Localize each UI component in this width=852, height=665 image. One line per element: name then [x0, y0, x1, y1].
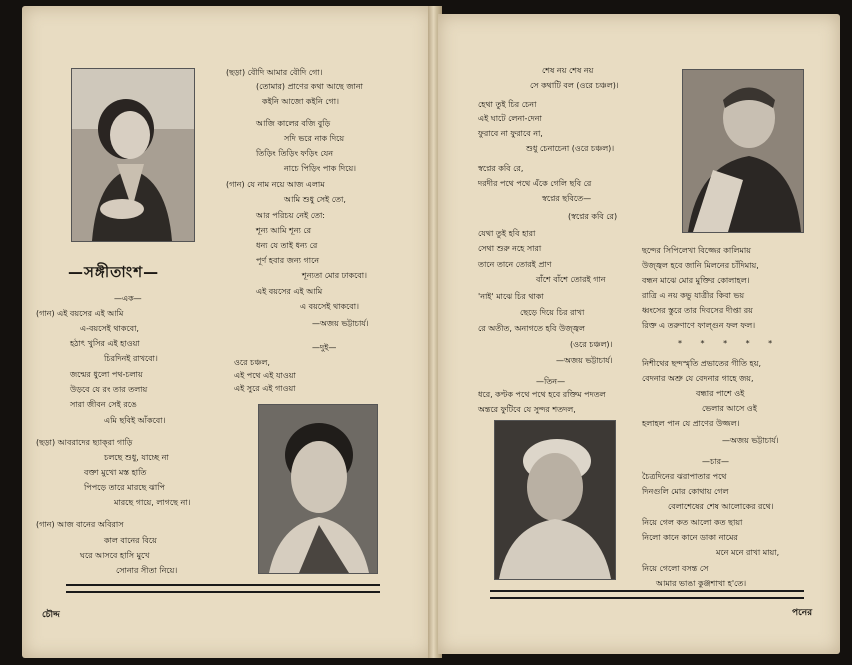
verse-line: (তোমার) প্রাণের কথা আছে জানা: [256, 82, 363, 91]
verse-line: তিড়িং তিড়িং ফড়িং যেন: [256, 149, 334, 158]
verse-line: (ছড়া) আবরাদের ছ্যাক্‌রা গাড়ি: [36, 438, 133, 447]
verse-line: ঘরে আসবে হাসি মুখে: [80, 551, 150, 560]
verse-line: জন্মের ধুলো পথ-চলায়: [70, 370, 143, 379]
verse-line: হঠাৎ খুসির এই হাওয়া: [70, 339, 140, 348]
page-number-right: পনের: [792, 608, 813, 618]
verse-line: সেথা শুরু নহে সারা: [478, 244, 542, 253]
verse-line: সারা জীবন সেই রঙে: [70, 400, 137, 409]
verse-line: ধরে, কণ্টক পথে পথে হবে রক্তিম পদতল: [478, 390, 606, 399]
verse-line: ধন্য যে তাই ধন্য রে: [256, 241, 318, 250]
verse-line: (স্বপ্নের কবি রে): [568, 212, 618, 221]
page-number-left: চৌদ্দ: [42, 610, 60, 620]
verse-line: রাত্রি এ নয় কভু যাত্রীর কিবা ভয়: [642, 291, 745, 300]
verse-line: দিনগুলি মোর কোথায় গেল: [642, 487, 729, 496]
verse-line: মারছে গায়ে, লাগছে না।: [114, 498, 191, 507]
verse-line: এমি ছবিই আঁকবো।: [104, 416, 166, 425]
section-heading-two: —দুই—: [312, 343, 337, 352]
section-separator: * * * * *: [678, 339, 781, 348]
credit-line: —অজয় ভট্টাচার্য।: [312, 319, 369, 328]
verse-line: 'নাই' মাঝে চির থাকা: [478, 292, 544, 301]
verse-line: বন্ধার পাশে ওই: [696, 389, 745, 398]
verse-line: শূন্যতা মোর ঢাকবো।: [302, 271, 367, 280]
verse-line: এই সুরে এই গাওয়া: [234, 384, 296, 393]
verse-line: ছেড়ে দিয়ে চির রাখা: [520, 308, 585, 317]
verse-line: নিয়ে গেলো বসন্ত সে: [642, 564, 709, 573]
verse-line: স্বপ্নের ছবিতে—: [542, 194, 592, 203]
portrait-man-photo: [258, 404, 378, 574]
verse-line: শেষ নয় শেষ নয়: [542, 66, 594, 75]
verse-line: আর পরিচয় নেই তো:: [256, 211, 325, 220]
verse-line: নিলো কানে কানে ডাকা নামের: [642, 533, 738, 542]
verse-line: এ বয়সেই থাকবো।: [300, 302, 359, 311]
verse-line: কাল বানের বিয়ে: [104, 536, 157, 545]
verse-line: পিপড়ে তারে মারছে ঝাপি: [84, 483, 165, 492]
verse-line: সোনার সীতা নিয়ে।: [116, 566, 178, 575]
verse-line: উজ্জ্বল হবে জানি মিলনের চাঁদিমায়,: [642, 261, 759, 270]
verse-line: ফুরাবে না ফুরাবে না,: [478, 129, 543, 138]
verse-line: নাচে পিড়িং পাক দিয়ে।: [284, 164, 357, 173]
verse-line: ধ্বংসের স্তুরে তার দিবসের দীপ্তা রয়: [642, 306, 753, 315]
verse-line: হলাহল পান যে প্রাণের উজ্জল।: [642, 419, 740, 428]
verse-line: ভেলার আসে ওই: [702, 404, 757, 413]
right-page: [438, 14, 840, 654]
verse-line: (ছড়া) বৌদি আমার বৌদি গো।: [226, 68, 323, 77]
verse-line: এই ঘাটে লেনা-দেনা: [478, 114, 542, 123]
section-heading-one: —এক—: [114, 294, 142, 303]
verse-line: উড়বে যে রং তার তলায়: [70, 385, 148, 394]
verse-line: নিয়ে গেল কত আলো কত ছায়া: [642, 518, 743, 527]
verse-line: পূর্ণ হবার জন্য গানে: [256, 256, 320, 265]
verse-line: স্বপ্নের কবি রে,: [478, 164, 524, 173]
verse-line: (গান) যে নাম নয়ে আজ এলাম: [226, 180, 325, 189]
left-page: [22, 6, 432, 658]
portrait-older-man-photo: [494, 420, 616, 580]
section-heading-three: —তিন—: [536, 377, 566, 386]
verse-line: তানে তানে তোরই প্রাণ: [478, 260, 552, 269]
verse-line: হেথা তুই চির চেনা: [478, 100, 537, 109]
verse-line: আজি কালের বজি বুড়ি: [256, 119, 331, 128]
verse-line: আমি শুধু সেই তো,: [284, 195, 346, 204]
verse-line: এই বয়সের এই আমি: [256, 287, 323, 296]
verse-line: বন্ধন মাঝে মোর মুক্তির কোলাহল।: [642, 276, 750, 285]
verse-line: যেথা তুই হবি হারা: [478, 229, 536, 238]
verse-line: মনে মনে রাখা মায়া,: [716, 548, 780, 557]
footer-rule: [490, 590, 804, 599]
verse-line: (ওরে চঞ্চল)।: [570, 340, 613, 349]
verse-line: (গান) এই বয়সের এই আমি: [36, 309, 124, 318]
verse-line: নিশীথের ছন্দস্মৃতি প্রভাতের গীতি হয়,: [642, 359, 762, 368]
verse-line: ছন্দের সিপিলেখা বিজ্জের কালিমায়: [642, 246, 751, 255]
portrait-woman-photo: [71, 68, 195, 242]
verse-line: রে অতীত, অনাগতে হবি উজ্জ্বল: [478, 324, 585, 333]
footer-rule: [66, 584, 380, 593]
verse-line: কইনি আজো কইনি গো।: [262, 97, 339, 106]
verse-line: রিক্ত এ তরুণাণে ফাল্গুন ফল ফল।: [642, 321, 756, 330]
verse-line: সদি ভরে নাক দিয়ে: [284, 134, 345, 143]
verse-line: সে কথাটি বল (ওরে চঞ্চল)।: [530, 81, 619, 90]
credit-line: —অজয় ভট্টাচার্য।: [556, 356, 613, 365]
verse-line: বেদনার অশ্রু যে বেদনার গাহে জয়,: [642, 374, 754, 383]
verse-line: অন্তরে ফুটিবে যে সুন্দর শতদল,: [478, 405, 576, 414]
verse-line: আমার ভাঙা কুঞ্জশাখা হ'তে।: [656, 579, 747, 588]
verse-line: শুধু চেনাচেনা (ওরে চঞ্চল)।: [526, 144, 615, 153]
verse-line: চলছে শুধু, যাচ্ছে না: [104, 453, 169, 462]
credit-line: —অজয় ভট্টাচার্য।: [722, 436, 779, 445]
verse-line: চিরদিনই রাখবো।: [104, 354, 158, 363]
verse-line: বাঁশে বাঁশে তোরই গান: [536, 275, 606, 284]
verse-line: বক্তা মুখো মস্ত হাতি: [84, 468, 147, 477]
verse-line: এ-বয়সেই থাকবো,: [80, 324, 139, 333]
verse-line: চৈত্রদিনের ঝরাপাতার পথে: [642, 472, 727, 481]
verse-line: এই পথে এই যাওয়া: [234, 371, 296, 380]
verse-line: ওরে চঞ্চল,: [234, 358, 270, 367]
verse-line: বেলাশেষের শেষ আলোকের রথে।: [668, 502, 774, 511]
portrait-man-shawl-photo: [682, 69, 804, 233]
verse-line: দরদীর পথে পথে এঁকে গেলি ছবি রে: [478, 179, 592, 188]
songs-section-title: —সঙ্গীতাংশ—: [68, 263, 160, 281]
verse-line: শূন্য আমি শূন্য রে: [256, 226, 311, 235]
section-heading-four: —চার—: [702, 457, 730, 466]
verse-line: (গান) আজ বানের অবিরাস: [36, 520, 124, 529]
